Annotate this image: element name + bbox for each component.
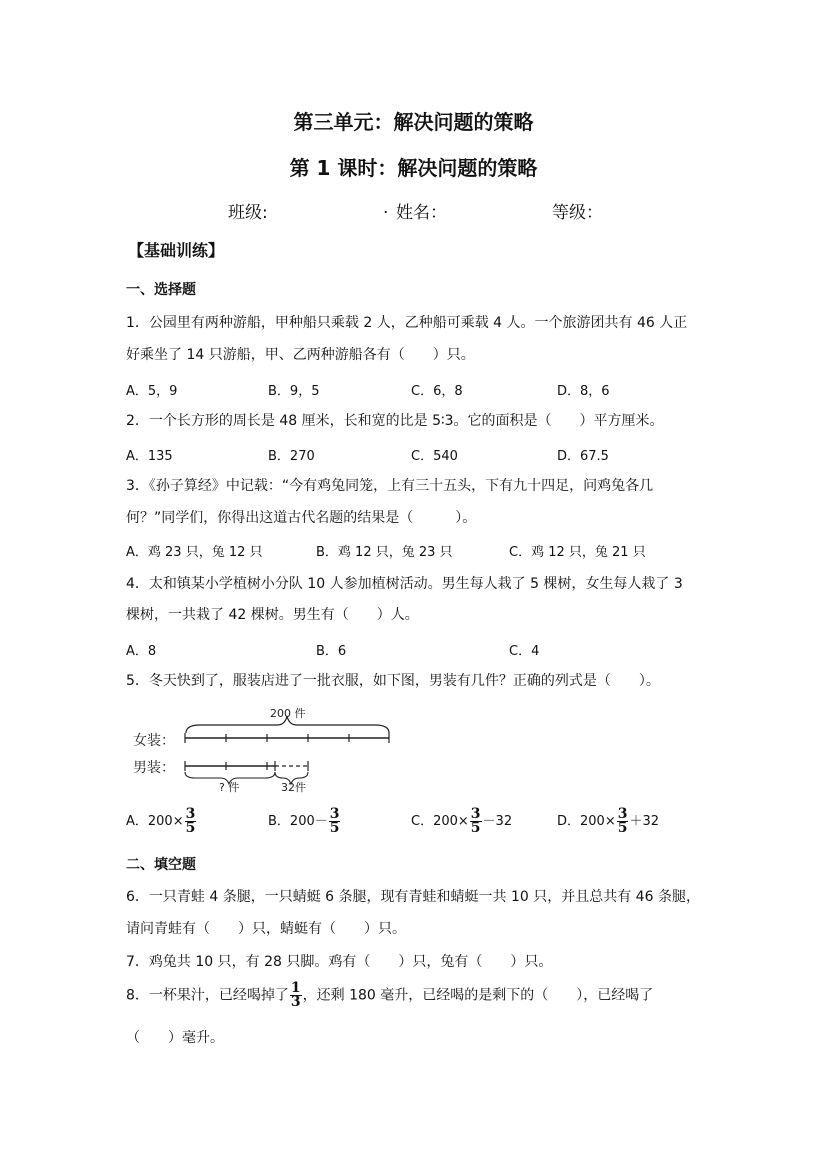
page-title: 第三单元：解决问题的策略 — [293, 110, 534, 134]
q5-option-c: C．200× $\frac{3}{5}$ －32 — [411, 806, 513, 836]
q4-line2: 棵树，一共栽了 42 棵树。男生有（ ）人。 — [126, 607, 419, 623]
q5-option-b: B．200－ $\frac{3}{5}$ — [268, 806, 340, 836]
class-label: 班级: — [228, 203, 268, 223]
q2-option-b: B．270 — [268, 449, 315, 464]
name-label: 姓名： — [396, 203, 447, 223]
q8-line1: 8．一杯果汁，已经喝掉了 $\frac{1}{3}$ ，还剩 180 毫升，已经喝的是剩下的（ ），已经喝了 — [126, 980, 654, 1010]
q5-option-d: D．200× $\frac{3}{5}$ ＋32 — [557, 806, 660, 836]
q4-option-c: C．4 — [509, 644, 540, 659]
q1-line1: 1．公园里有两种游船，甲种船只乘载 2 人，乙种船可乘载 4 人。一个旅游团共有 46 人正 — [126, 315, 688, 331]
diff-label: 32件 — [281, 781, 306, 794]
male-label: 男装： — [133, 760, 175, 776]
q1-option-a: A．5，9 — [126, 384, 178, 399]
lesson-title: 第 1 课时：解决问题的策略 — [289, 156, 538, 180]
grade-label: 等级： — [552, 203, 603, 223]
q4-line1: 4．太和镇某小学植树小分队 10 人参加植树活动。男生每人栽了 5 棵树，女生每人栽了 3 — [126, 576, 683, 592]
q3-line2: 何？”同学们，你得出这道古代名题的结果是（ ）。 — [126, 510, 477, 526]
q5-line1: 5．冬天快到了，服装店进了一批衣服，如下图，男装有几件？正确的列式是（ ）。 — [126, 673, 660, 689]
q3-line1: 3．《孙子算经》中记载：“今有鸡兔同笼，上有三十五头，下有九十四足，问鸡兔各几 — [126, 478, 654, 494]
q3-option-c: C．鸡 12 只，兔 21 只 — [509, 545, 646, 560]
class-dot: . — [383, 198, 389, 218]
total-brace — [186, 716, 389, 733]
q1-option-b: B．9，5 — [268, 384, 320, 399]
q6-line2: 请问青蛙有（ ）只，蜻蜓有（ ）只。 — [126, 921, 406, 937]
female-label: 女装： — [133, 733, 175, 749]
basic-training-heading: 【基础训练】 — [128, 241, 225, 260]
q1-option-d: D．8，6 — [557, 384, 610, 399]
q7-line1: 7．鸡兔共 10 只，有 28 只脚。鸡有（ ）只，兔有（ ）只。 — [126, 954, 553, 970]
q1-line2: 好乘坐了 14 只游船，甲、乙两种游船各有（ ）只。 — [126, 347, 475, 363]
q2-line1: 2．一个长方形的周长是 48 厘米，长和宽的比是 5∶3。它的面积是（ ）平方厘米。 — [126, 413, 664, 429]
unknown-label: ? 件 — [219, 781, 240, 794]
q2-option-d: D．67.5 — [557, 449, 609, 464]
q4-option-a: A．8 — [126, 644, 157, 659]
clothing-line-diagram — [125, 700, 400, 795]
q2-option-a: A．135 — [126, 449, 173, 464]
q1-option-c: C．6，8 — [411, 384, 463, 399]
q3-option-b: B．鸡 12 只，兔 23 只 — [316, 545, 453, 560]
choice-section-heading: 一、选择题 — [126, 282, 196, 298]
total-label: 200 件 — [270, 707, 306, 720]
q5-option-a: A．200× $\frac{3}{5}$ — [126, 806, 196, 836]
q3-option-a: A．鸡 23 只，兔 12 只 — [126, 545, 263, 560]
q4-option-b: B．6 — [316, 644, 347, 659]
fill-section-heading: 二、填空题 — [126, 857, 196, 873]
q2-option-c: C．540 — [411, 449, 458, 464]
q8-line2: （ ）毫升。 — [126, 1030, 224, 1046]
q6-line1: 6．一只青蛙 4 条腿，一只蜻蜓 6 条腿，现有青蛙和蜻蜓一共 10 只，并且总共有 46 条腿， — [126, 889, 700, 905]
